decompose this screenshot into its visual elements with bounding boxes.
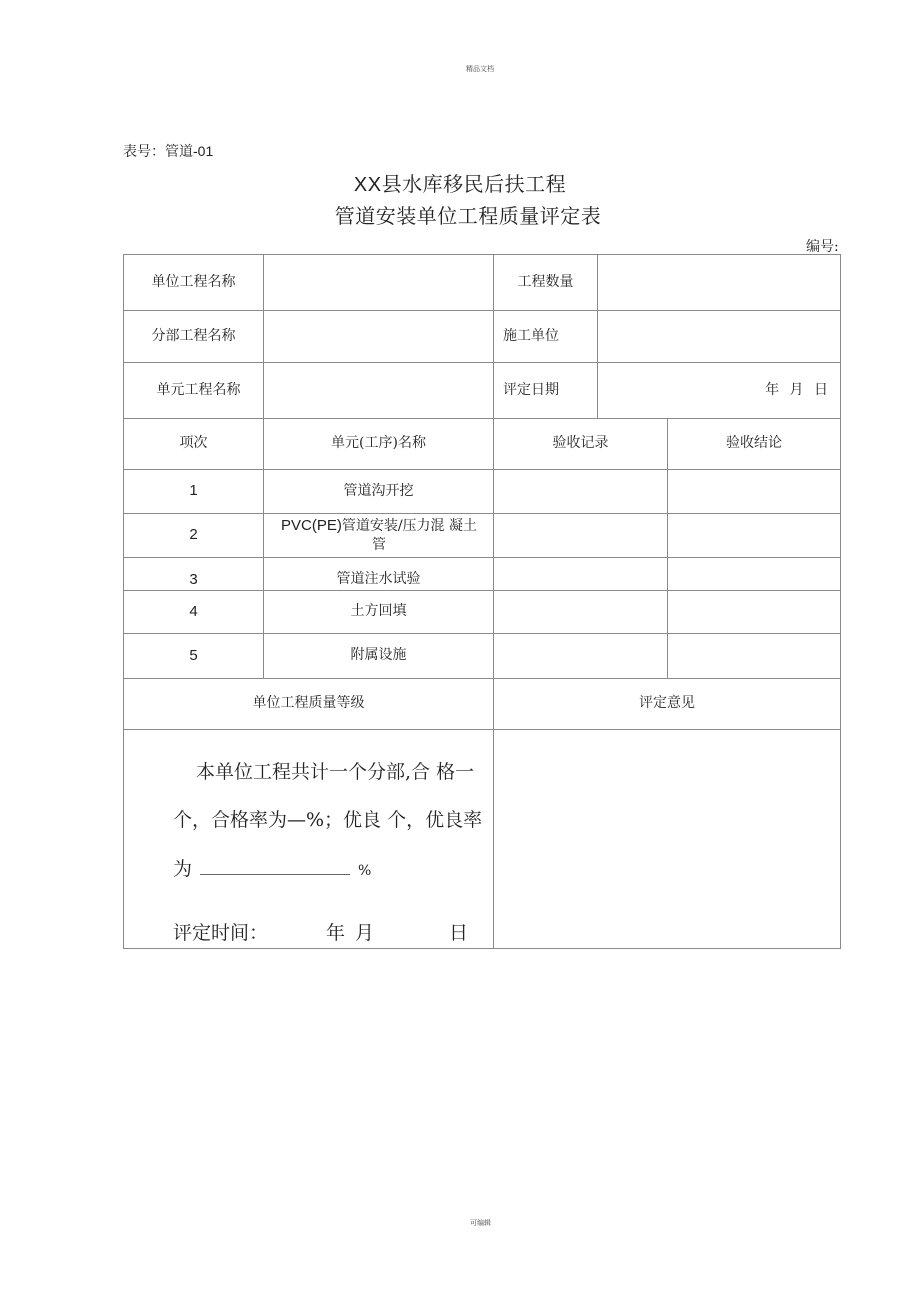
row-3-conclusion[interactable] xyxy=(668,558,840,590)
opinion-label: 评定意见 xyxy=(639,695,695,712)
row-5-conclusion[interactable] xyxy=(668,634,840,678)
eval-date-field[interactable]: 年 月 日 xyxy=(765,381,828,398)
row-3-no: 3 xyxy=(189,570,198,588)
row-2-conclusion[interactable] xyxy=(668,514,840,557)
row-3-record[interactable] xyxy=(494,558,667,590)
row-1-record[interactable] xyxy=(494,470,667,513)
form-number-label: 表号：管道 xyxy=(123,144,193,160)
eval-date-label: 评定日期 xyxy=(503,381,559,398)
row-4-conclusion[interactable] xyxy=(668,591,840,633)
element-name-label: 单元工程名称 xyxy=(156,381,241,398)
row-2-record[interactable] xyxy=(494,514,667,557)
form-number xyxy=(123,141,213,161)
element-name-field[interactable] xyxy=(264,363,493,418)
row-1-conclusion[interactable] xyxy=(668,470,840,513)
summary-line-3-suffix: % xyxy=(358,863,372,879)
unit-name-label: 单位工程名称 xyxy=(151,273,236,290)
row-1-no: 1 xyxy=(189,482,198,500)
row-5-no: 5 xyxy=(189,646,198,664)
eval-time-label: 评定时间： xyxy=(173,922,269,944)
eval-time-month: 月 xyxy=(355,922,375,944)
footer-watermark: 可编辑 xyxy=(470,1219,491,1227)
row-2-name-main: 管道安装/压力混 凝土 xyxy=(341,518,477,534)
form-number-code: -01 xyxy=(193,143,214,159)
row-5-record[interactable] xyxy=(494,634,667,678)
row-2-name-code: PVC(PE) xyxy=(280,517,342,534)
row-4-name: 土方回填 xyxy=(350,603,407,620)
header-watermark: 精品文档 xyxy=(466,65,494,73)
eval-time-year: 年 xyxy=(326,922,346,944)
row-5-name: 附属设施 xyxy=(350,647,407,664)
row-1-name: 管道沟开挖 xyxy=(343,482,414,499)
summary-line-3-prefix: 为 xyxy=(173,858,193,880)
quantity-label: 工程数量 xyxy=(517,273,574,290)
title-prefix: XX xyxy=(353,174,382,196)
row-2-no: 2 xyxy=(189,526,198,544)
summary-line-3 xyxy=(173,854,371,881)
quantity-field[interactable] xyxy=(598,255,840,310)
col-item-header: 项次 xyxy=(179,435,208,452)
excellent-rate-blank[interactable] xyxy=(200,858,350,875)
page-title xyxy=(0,168,920,197)
col-conclusion-header: 验收结论 xyxy=(726,435,782,452)
summary-line-1: 本单位工程共计一个分部,合 格一 xyxy=(196,761,475,783)
row-3-name: 管道注水试验 xyxy=(336,571,421,588)
col-name-header: 单元(工序)名称 xyxy=(331,435,426,452)
serial-number-label: 编号: xyxy=(806,239,839,255)
opinion-field[interactable] xyxy=(494,730,840,948)
row-4-no: 4 xyxy=(189,602,198,620)
branch-name-field[interactable] xyxy=(264,311,493,362)
eval-time-day: 日 xyxy=(449,922,469,944)
col-record-header: 验收记录 xyxy=(552,435,609,452)
contractor-field[interactable] xyxy=(598,311,840,362)
page-subtitle: 管道安装单位工程质量评定表 xyxy=(334,204,602,228)
quality-grade-label: 单位工程质量等级 xyxy=(252,695,365,712)
branch-name-label: 分部工程名称 xyxy=(151,327,236,344)
summary-line-2: 个，合格率为—%；优良 个，优良率 xyxy=(173,809,483,831)
contractor-label: 施工单位 xyxy=(503,327,559,344)
row-4-record[interactable] xyxy=(494,591,667,633)
title-line1: 县水库移民后扶工程 xyxy=(381,172,567,196)
unit-name-field[interactable] xyxy=(264,255,493,310)
row-2-name-tail: 管 xyxy=(372,537,386,553)
row-2-name xyxy=(266,516,492,555)
